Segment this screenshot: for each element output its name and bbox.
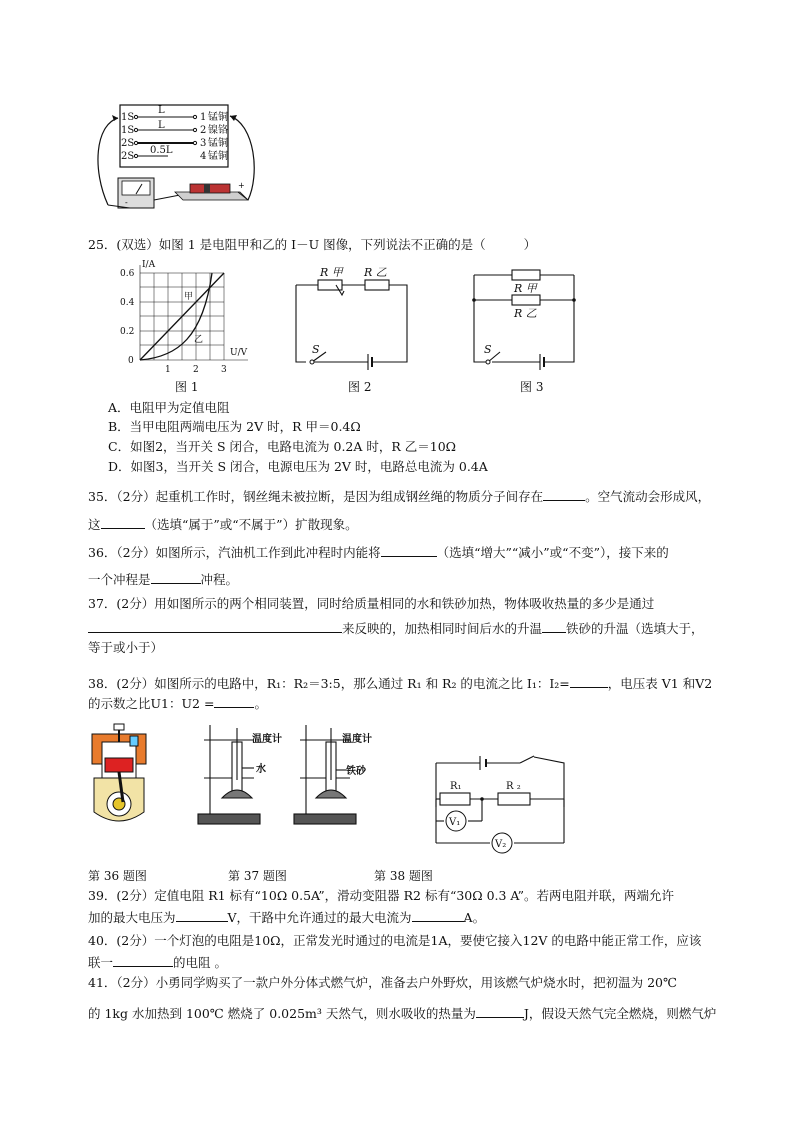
q39-blank2[interactable] — [412, 909, 464, 922]
q36-blank2[interactable] — [151, 571, 201, 584]
board-row1-label: L — [158, 105, 165, 116]
q41-line2: 的 1kg 水加热到 100℃ 燃烧了 0.025m³ 天然气，则水吸收的热量为 J，假设天然气完全燃烧，则燃气炉 — [88, 1006, 717, 1021]
q41-blank1[interactable] — [476, 1005, 524, 1018]
q37-line1: 37．(2分）用如图所示的两个相同装置，同时给质量相同的水和铁砂加热，物体吸收热量的多少是通过 — [88, 596, 655, 611]
q25-option-c: C．如图2，当开关 S 闭合，电路电流为 0.2A 时，R 乙＝10Ω — [108, 439, 457, 454]
fig2-switch: S — [312, 343, 320, 356]
fig3-r-jia: R 甲 — [514, 282, 537, 295]
water-label: 水 — [256, 764, 266, 775]
q37-line2: 来反映的，加热相同时间后水的升温 铁砂的升温（选填大于， — [88, 619, 704, 637]
battery-plus: + — [238, 181, 245, 190]
q25-figure1-iu-graph — [118, 257, 258, 372]
q38-blank1[interactable] — [570, 675, 608, 688]
board-row1-left: 1S — [121, 112, 135, 123]
fig3-switch: S — [484, 343, 492, 356]
board-row2-num: 2 — [200, 125, 207, 136]
voltmeter-v2: V₂ — [495, 839, 507, 850]
fig2-r-yi: R 乙 — [364, 266, 387, 279]
q36-engine-figure — [88, 722, 150, 832]
q40-line2: 联一 的电阻 。 — [88, 955, 227, 970]
q36-line2: 一个冲程是 冲程。 — [88, 572, 239, 587]
caption-fig36: 第 36 题图 — [88, 869, 147, 883]
q39-blank1[interactable] — [176, 909, 228, 922]
board-row3-left: 2S — [121, 138, 135, 149]
board-row4-label: 0.5L — [150, 145, 173, 156]
q35-blank1[interactable] — [543, 488, 585, 501]
fig2-r-jia: R 甲 — [320, 266, 343, 279]
q37-blank1[interactable] — [88, 620, 342, 633]
board-row1-num: 1 — [200, 112, 207, 123]
thermometer-label-1: 温度计 — [252, 734, 282, 745]
ytick-0.6: 0.6 — [120, 269, 135, 279]
q41-line1: 41．（2分）小勇同学购买了一款户外分体式燃气炉，准备去户外野炊，用该燃气炉烧水时，把初温为 20℃ — [88, 975, 677, 990]
q38-blank2[interactable] — [214, 695, 254, 708]
figure2-caption: 图 2 — [348, 380, 372, 394]
q38-line1: 38．(2分）如图所示的电路中，R₁：R₂＝3:5，那么通过 R₁ 和 R₂ 的电流之比 I₁：I₂= ，电压表 V1 和V2 — [88, 676, 713, 691]
q40-blank1[interactable] — [113, 954, 173, 967]
q36-blank1[interactable] — [381, 544, 437, 557]
q25-stem: 25．(双选）如图 1 是电阻甲和乙的 I－U 图像，下列说法不正确的是（ ） — [88, 237, 537, 252]
iron-sand-label: 铁砂 — [346, 766, 366, 777]
voltmeter-v1: V₁ — [449, 817, 461, 828]
caption-fig38: 第 38 题图 — [374, 869, 433, 883]
ytick-0: 0 — [128, 356, 134, 366]
q36-line1: 36．（2分）如图所示，汽油机工作到此冲程时内能将 （选填“增大”“减小”或“不变”），接下来的 — [88, 545, 669, 560]
curve-yi — [140, 273, 212, 360]
label-yi: 乙 — [194, 335, 204, 345]
fig3-r-yi: R 乙 — [514, 307, 537, 320]
board-row2-left: 1S — [121, 125, 135, 136]
board-row4-left: 2S — [121, 151, 135, 162]
board-row1-material: 锰铜 — [208, 112, 228, 123]
board-row3-num: 3 — [200, 138, 207, 149]
q35-blank2[interactable] — [101, 516, 145, 529]
xtick-3: 3 — [221, 365, 227, 372]
caption-fig37: 第 37 题图 — [228, 869, 287, 883]
q25-option-d: D．如图3，当开关 S 闭合，电源电压为 2V 时，电路总电流为 0.4A — [108, 459, 488, 474]
ammeter-minus: - — [125, 198, 128, 207]
board-row4-material: 锰铜 — [208, 151, 228, 162]
board-row2-label: L — [158, 120, 165, 131]
q35-line2: 这 （选填“属于”或“不属于”）扩散现象。 — [88, 517, 358, 532]
board-row2-material: 镍铬 — [208, 125, 228, 136]
q25-option-b: B．当甲电阻两端电压为 2V 时，R 甲＝0.4Ω — [108, 419, 361, 434]
resistance-wire-board-figure — [80, 100, 270, 225]
fig38-r1: R₁ — [450, 781, 462, 792]
figure1-caption: 图 1 — [175, 380, 199, 394]
q25-figure3-parallel-circuit — [470, 265, 580, 370]
axis-xlabel: U/V — [230, 348, 248, 358]
label-jia: 甲 — [184, 292, 194, 302]
q37-blank2[interactable] — [542, 620, 566, 633]
q39-line2: 加的最大电压为 V，干路中允许通过的最大电流为 A。 — [88, 910, 486, 925]
axis-ylabel: I/A — [142, 260, 156, 270]
q35-line1: 35．（2分）起重机工作时，钢丝绳未被拉断，是因为组成钢丝绳的物质分子间存在 。空气流动会形成风， — [88, 489, 711, 504]
q39-line1: 39．(2分）定值电阻 R1 标有“10Ω 0.5A”，滑动变阻器 R2 标有“30Ω 0.3 A”。若两电阻并联，两端允许 — [88, 888, 675, 903]
thermometer-label-2: 温度计 — [342, 734, 372, 745]
ytick-0.4: 0.4 — [120, 298, 135, 308]
q40-line1: 40．(2分）一个灯泡的电阻是10Ω，正常发光时通过的电流是1A，要使它接入12V 的电路中能正常工作，应该 — [88, 933, 702, 948]
q25-option-a: A．电阻甲为定值电阻 — [108, 400, 230, 415]
ytick-0.2: 0.2 — [120, 327, 135, 337]
q38-line2: 的示数之比U1：U2 = 。 — [88, 696, 267, 711]
q37-heating-figure — [196, 720, 386, 830]
xtick-2: 2 — [193, 365, 199, 372]
board-row3-material: 锰铜 — [208, 138, 228, 149]
figure3-caption: 图 3 — [520, 380, 544, 394]
q37-line3: 等于或小于） — [88, 640, 164, 655]
board-row4-num: 4 — [200, 151, 207, 162]
q25-figure2-series-circuit — [290, 265, 415, 370]
fig38-r2: R ₂ — [506, 781, 521, 792]
xtick-1: 1 — [165, 365, 171, 372]
q38-circuit-figure — [430, 755, 570, 857]
